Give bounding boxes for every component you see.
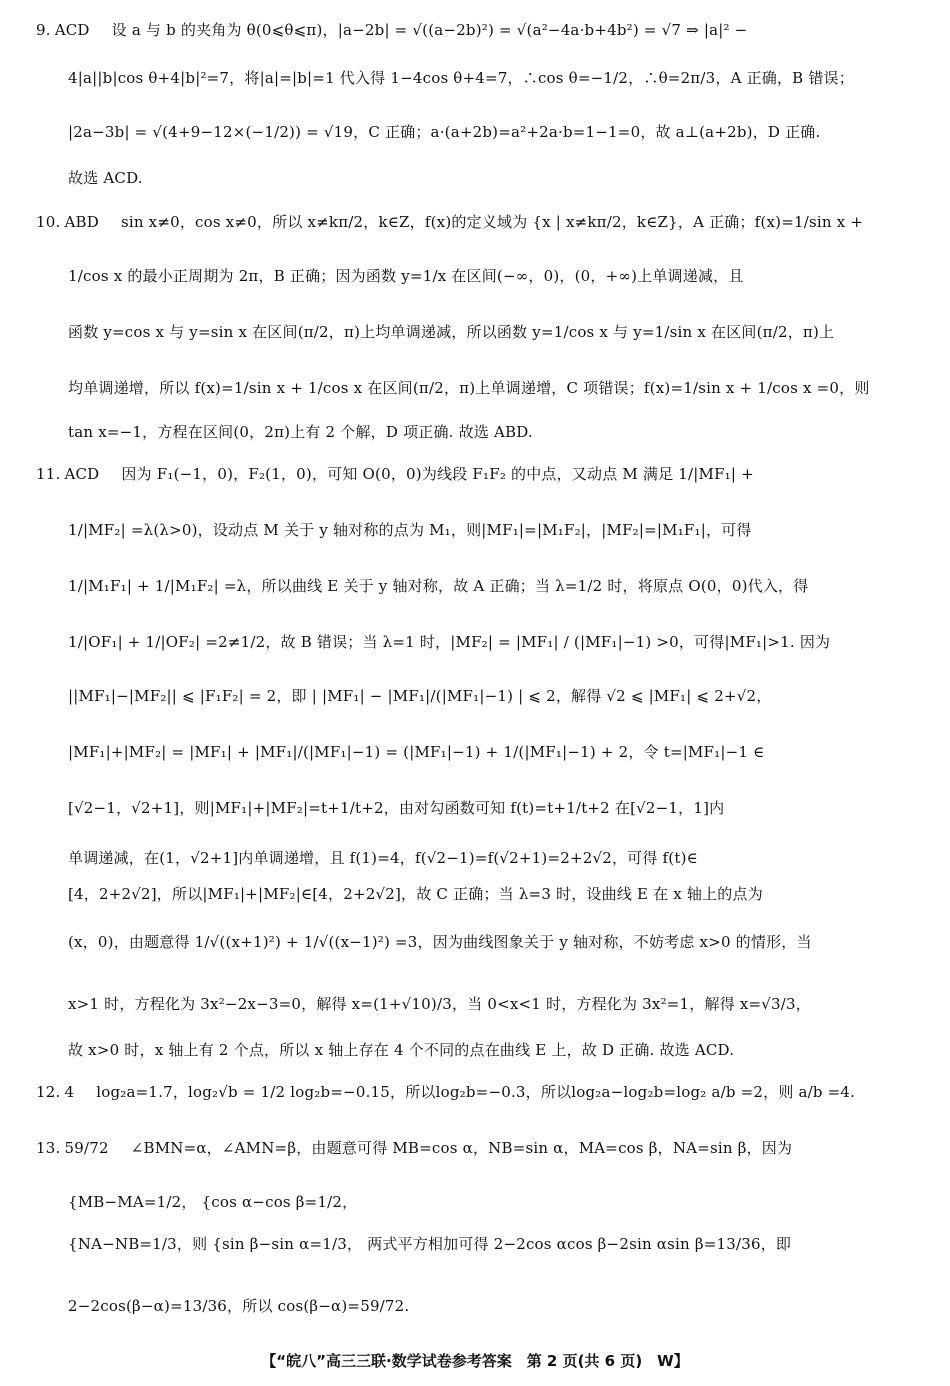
problem-11-line-8: 单调递减，在(1，√2+1]内单调递增，且 f(1)=4，f(√2−1)=f(√2+1)=2+2√2，可得 f(t)∈ (68, 849, 698, 867)
solution-text: 因为 F₁(−1，0)，F₂(1，0)，可知 O(0，0)为线段 F₁F₂ 的中点，又动点 M 满足 1/|MF₁| + (121, 465, 754, 483)
problem-13-line-2: {MB−MA=1/2， {cos α−cos β=1/2， (68, 1193, 358, 1211)
problem-9-line-3: |2a−3b| = √(4+9−12×(−1/2)) = √19，C 正确；a·(a+2b)=a²+2a·b=1−1=0，故 a⊥(a+2b)，D 正确. (68, 123, 821, 141)
problem-13-line-4: 2−2cos(β−α)=13/36，所以 cos(β−α)=59/72. (68, 1297, 410, 1315)
problem-number: 11. (36, 465, 61, 483)
problem-answer: 4 (64, 1083, 75, 1101)
problem-number: 9. (36, 21, 51, 39)
problem-11-line-3: 1/|M₁F₁| + 1/|M₁F₂| =λ，所以曲线 E 关于 y 轴对称，故 A 正确；当 λ=1/2 时，将原点 O(0，0)代入，得 (68, 577, 809, 595)
problem-answer: ACD (54, 21, 90, 39)
problem-11-line-2: 1/|MF₂| =λ(λ>0)，设动点 M 关于 y 轴对称的点为 M₁，则|MF₁|=|M₁F₂|，|MF₂|=|M₁F₁|，可得 (68, 521, 752, 539)
solution-text: 设 a 与 b 的夹角为 θ(0⩽θ⩽π)，|a−2b| = √((a−2b)²) = √(a²−4a·b+4b²) = √7 ⇒ |a|² − (111, 21, 748, 39)
problem-10-line-2: 1/cos x 的最小正周期为 2π，B 正确；因为函数 y=1/x 在区间(−∞，0)，(0，+∞)上单调递减，且 (68, 267, 744, 285)
problem-11-line-5: ||MF₁|−|MF₂|| ⩽ |F₁F₂| = 2，即 | |MF₁| − |MF₁|/(|MF₁|−1) | ⩽ 2，解得 √2 ⩽ |MF₁| ⩽ 2+√2， (68, 687, 772, 705)
problem-number: 10. (36, 213, 61, 231)
solution-text: sin x≠0，cos x≠0，所以 x≠kπ/2，k∈Z，f(x)的定义域为 {x | x≠kπ/2，k∈Z}，A 正确；f(x)=1/sin x + (120, 213, 864, 231)
problem-11-line-4: 1/|OF₁| + 1/|OF₂| =2≠1/2，故 B 错误；当 λ=1 时，|MF₂| = |MF₁| / (|MF₁|−1) >0，可得|MF₁|>1. 因为 (68, 633, 831, 651)
problem-answer: 59/72 (64, 1139, 109, 1157)
problem-11-line-7: [√2−1，√2+1]，则|MF₁|+|MF₂|=t+1/t+2，由对勾函数可知 f(t)=t+1/t+2 在[√2−1，1]内 (68, 799, 725, 817)
problem-9-line-4: 故选 ACD. (68, 169, 143, 187)
problem-11-line-12: 故 x>0 时，x 轴上有 2 个点，所以 x 轴上存在 4 个不同的点在曲线 E 上，故 D 正确. 故选 ACD. (68, 1041, 735, 1059)
problem-13-line-1 (36, 1136, 914, 1160)
problem-12-line-1 (36, 1080, 914, 1104)
problem-11-line-6: |MF₁|+|MF₂| = |MF₁| + |MF₁|/(|MF₁|−1) = (|MF₁|−1) + 1/(|MF₁|−1) + 2，令 t=|MF₁|−1 ∈ (68, 743, 765, 761)
solution-text: log₂a=1.7，log₂√b = 1/2 log₂b=−0.15，所以log₂b=−0.3，所以log₂a−log₂b=log₂ a/b =2，则 a/b =4. (96, 1083, 856, 1101)
problem-11-line-1 (36, 462, 914, 486)
problem-10-line-4: 均单调递增，所以 f(x)=1/sin x + 1/cos x 在区间(π/2，π)上单调递增，C 项错误；f(x)=1/sin x + 1/cos x =0，则 (68, 379, 870, 397)
problem-answer: ACD (64, 465, 100, 483)
solution-text: ∠BMN=α，∠AMN=β，由题意可得 MB=cos α，NB=sin α，MA=cos β，NA=sin β，因为 (130, 1139, 793, 1157)
problem-answer: ABD (64, 213, 99, 231)
page-footer: 【“皖八”高三三联·数学试卷参考答案 第 2 页(共 6 页) W】 (261, 1352, 689, 1370)
problem-10-line-5: tan x=−1，方程在区间(0，2π)上有 2 个解，D 项正确. 故选 ABD. (68, 423, 533, 441)
problem-10-line-3: 函数 y=cos x 与 y=sin x 在区间(π/2，π)上均单调递减，所以函数 y=1/cos x 与 y=1/sin x 在区间(π/2，π)上 (68, 323, 835, 341)
problem-11-line-9: [4，2+2√2]，所以|MF₁|+|MF₂|∈[4，2+2√2]，故 C 正确；当 λ=3 时，设曲线 E 在 x 轴上的点为 (68, 885, 763, 903)
problem-number: 13. (36, 1139, 61, 1157)
problem-13-line-3: {NA−NB=1/3，则 {sin β−sin α=1/3， 两式平方相加可得 2−2cos αcos β−2sin αsin β=13/36，即 (68, 1235, 792, 1253)
problem-11-line-11: x>1 时，方程化为 3x²−2x−3=0，解得 x=(1+√10)/3，当 0<x<1 时，方程化为 3x²=1，解得 x=√3/3， (68, 995, 811, 1013)
problem-9-line-2: 4|a||b|cos θ+4|b|²=7，将|a|=|b|=1 代入得 1−4cos θ+4=7，∴cos θ=−1/2，∴θ=2π/3，A 正确，B 错误； (68, 69, 854, 87)
problem-11-line-10: (x，0)，由题意得 1/√((x+1)²) + 1/√((x−1)²) =3，因为曲线图象关于 y 轴对称，不妨考虑 x>0 的情形，当 (68, 933, 812, 951)
problem-9-line-1 (36, 18, 914, 42)
problem-10-line-1 (36, 210, 914, 234)
problem-number: 12. (36, 1083, 61, 1101)
